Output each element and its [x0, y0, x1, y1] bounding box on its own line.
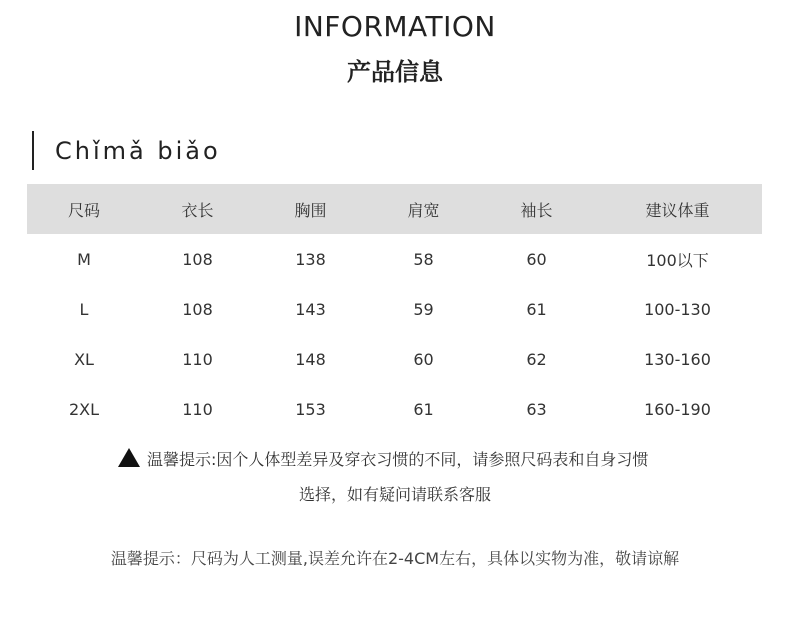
page-heading-en: INFORMATION — [294, 10, 496, 43]
header-cell-size: 尺码 — [67, 200, 100, 220]
size-note-text-1: 温馨提示:因个人体型差异及穿衣习惯的不同，请参照尺码表和自身习惯 — [147, 450, 649, 469]
section-title: Chǐmǎ biǎo — [55, 137, 221, 165]
table-cell: 153 — [295, 399, 326, 419]
table-cell: 60 — [413, 349, 434, 369]
header-cell-shoulder: 肩宽 — [407, 200, 440, 220]
table-cell: 63 — [526, 399, 547, 419]
table-row — [27, 284, 762, 334]
table-cell: 108 — [182, 249, 213, 269]
measurement-footer-note: 温馨提示：尺码为人工测量,误差允许在2-4CM左右，具体以实物为准，敬请谅解 — [110, 549, 680, 568]
table-cell: 110 — [182, 399, 213, 419]
table-cell: M — [77, 249, 91, 269]
header-cell-sleeve: 袖长 — [520, 200, 553, 220]
table-cell: 130-160 — [644, 349, 711, 369]
table-cell: 143 — [295, 299, 326, 319]
table-cell: 2XL — [68, 399, 100, 419]
header-cell-length: 衣长 — [181, 200, 214, 220]
size-table — [27, 184, 762, 434]
table-cell: 62 — [526, 349, 547, 369]
table-cell: 100以下 — [646, 250, 709, 270]
warning-triangle-icon — [118, 448, 140, 467]
table-cell: 59 — [413, 299, 434, 319]
table-cell: 110 — [182, 349, 213, 369]
table-cell: 61 — [413, 399, 434, 419]
table-row — [27, 234, 762, 284]
table-cell: 138 — [295, 249, 326, 269]
table-cell: L — [79, 299, 89, 319]
table-cell: 160-190 — [644, 399, 711, 419]
table-row — [27, 334, 762, 384]
table-cell: 60 — [526, 249, 547, 269]
header-cell-chest: 胸围 — [294, 200, 327, 220]
table-cell: 148 — [295, 349, 326, 369]
page-heading-cn: 产品信息 — [347, 58, 443, 86]
table-header — [27, 184, 762, 234]
table-row — [27, 384, 762, 434]
size-note-line-2: 选择，如有疑问请联系客服 — [298, 485, 491, 504]
table-cell: 100-130 — [644, 299, 711, 319]
table-cell: 58 — [413, 249, 434, 269]
header-cell-weight: 建议体重 — [645, 200, 710, 220]
table-cell: XL — [74, 349, 94, 369]
table-cell: 108 — [182, 299, 213, 319]
section-accent-bar — [32, 131, 34, 170]
size-note-line-1 — [118, 447, 648, 470]
table-cell: 61 — [526, 299, 547, 319]
